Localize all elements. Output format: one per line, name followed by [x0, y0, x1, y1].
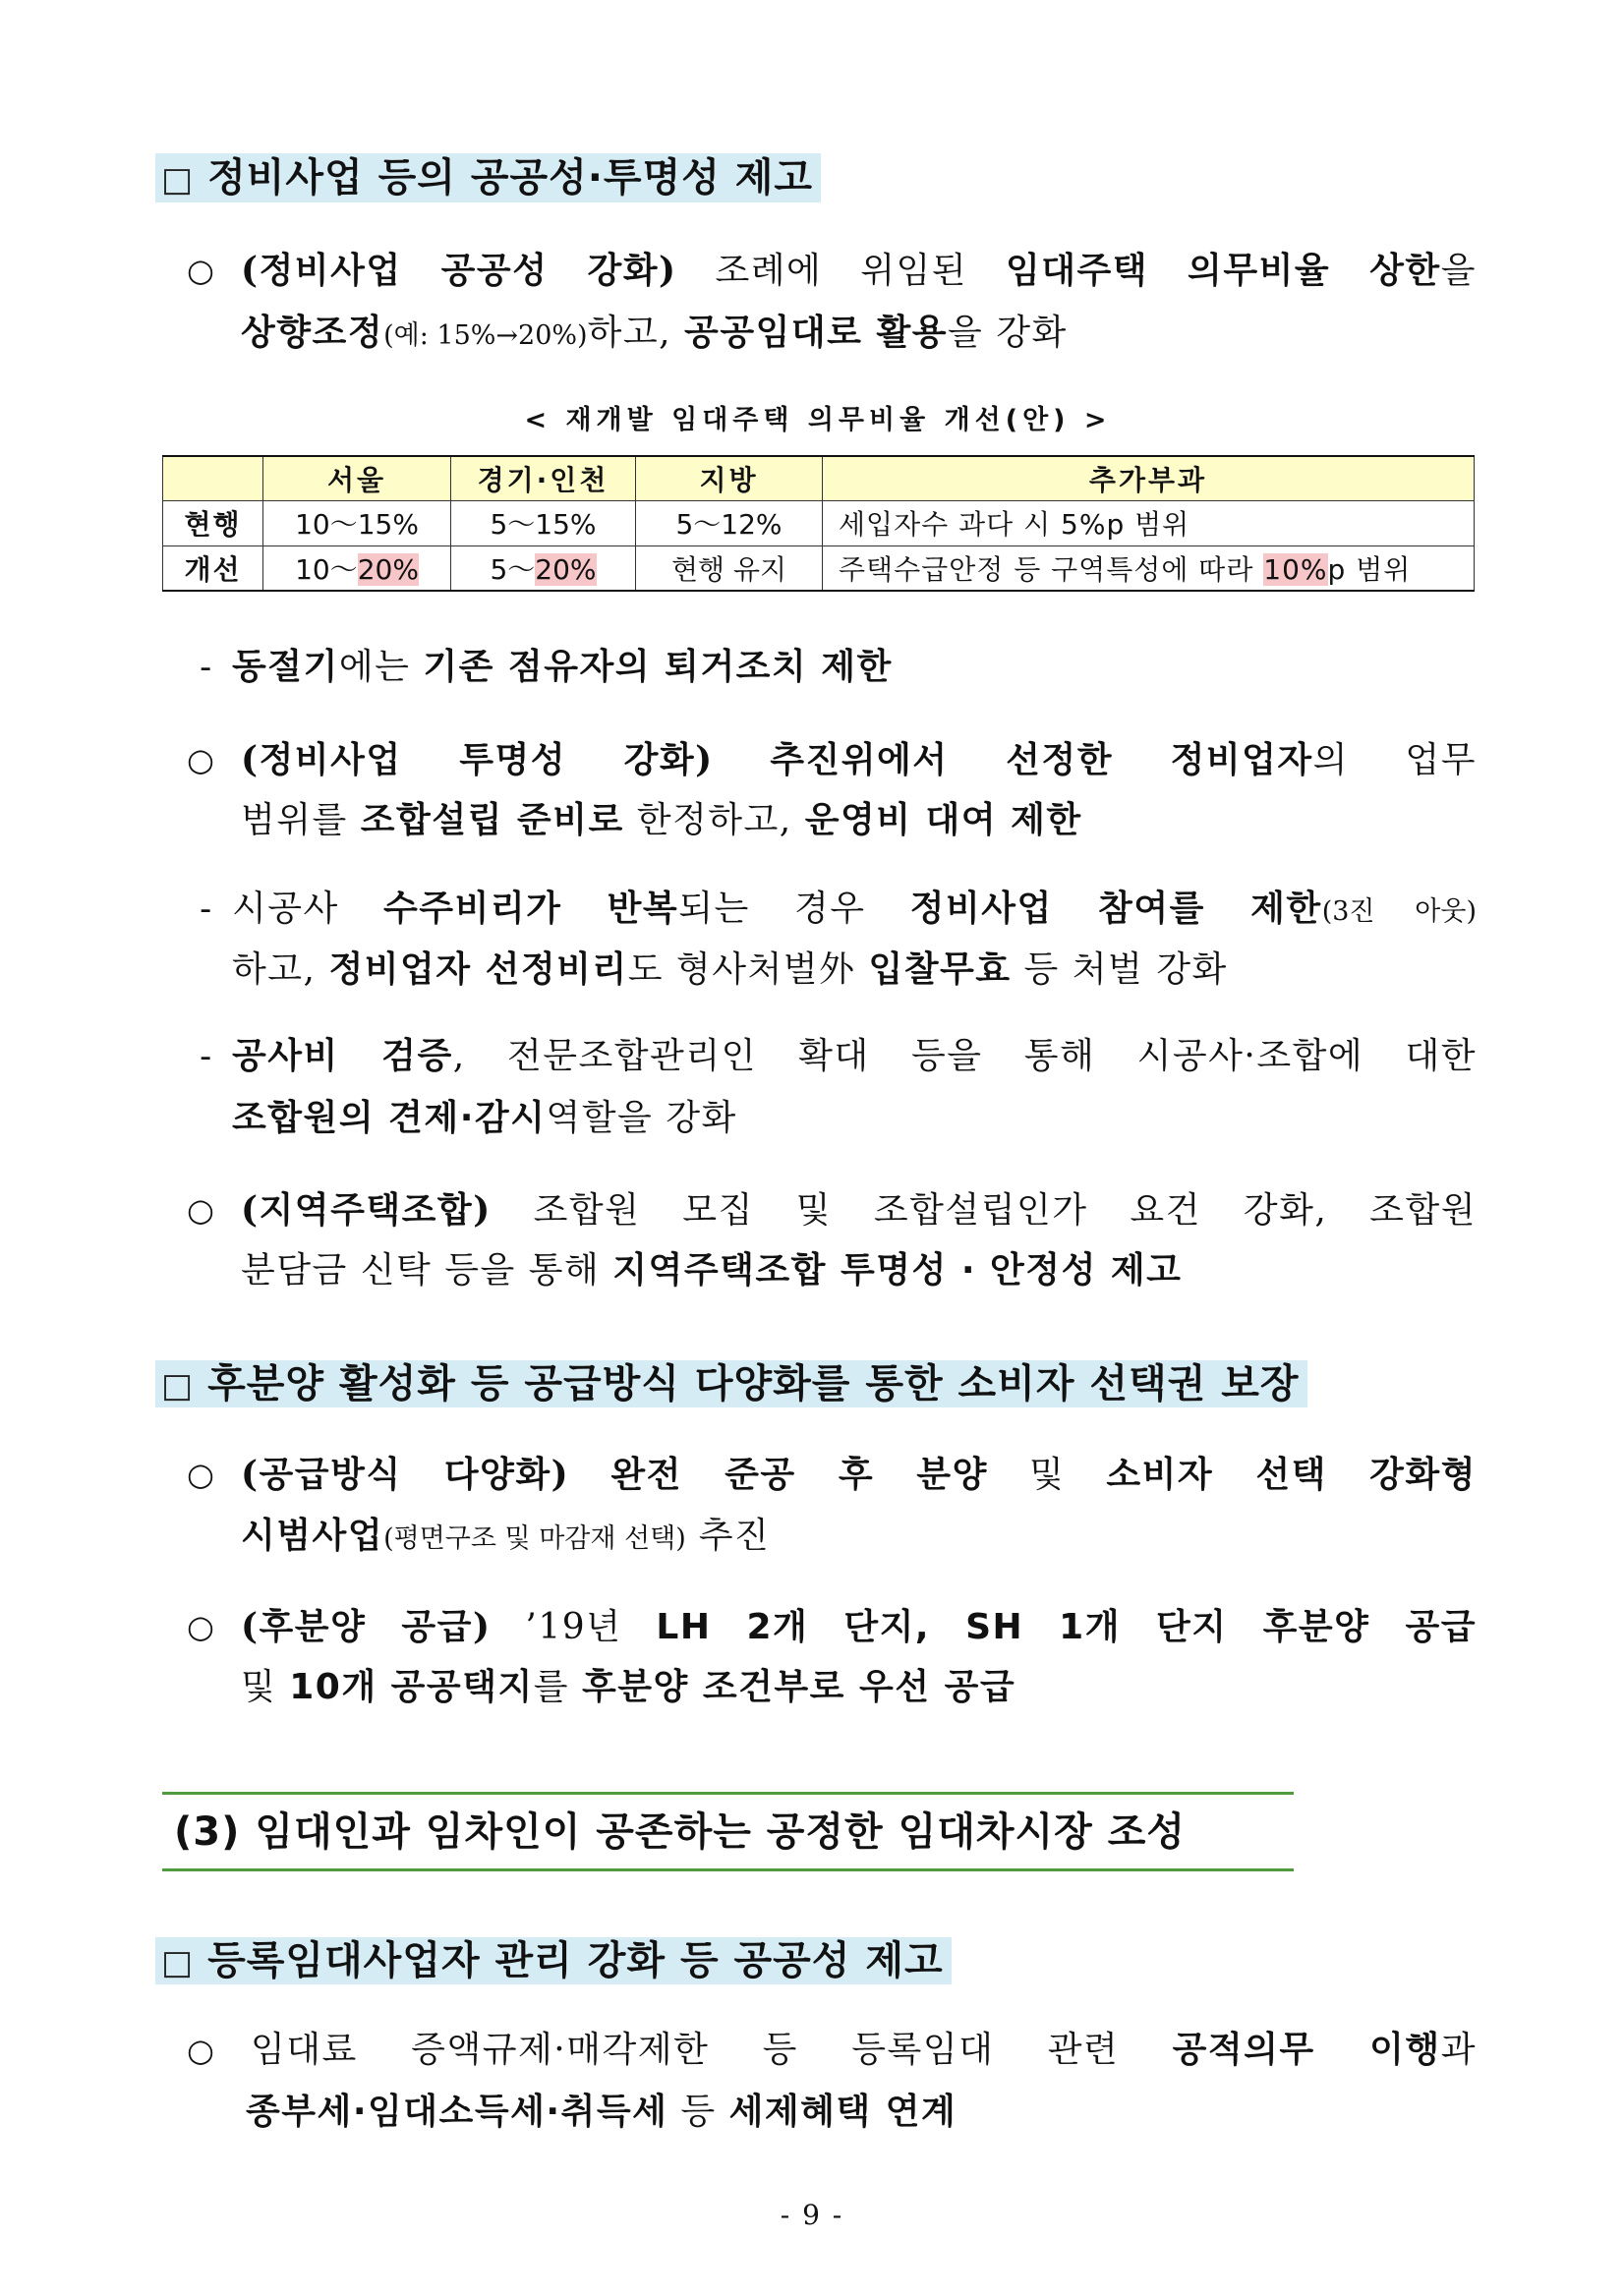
paragraph-line — [241, 1182, 1477, 1237]
dash-bullet-icon: - — [200, 1037, 212, 1076]
cell-text: p 범위 — [1327, 552, 1412, 586]
circle-bullet-icon: ○ — [187, 1456, 214, 1493]
paragraph-line — [241, 243, 1477, 298]
item-lead: (정비사업 투명성 강화) — [241, 739, 714, 780]
paragraph-line — [232, 882, 1477, 937]
text-segment: 범위를 — [241, 800, 361, 840]
emphasis-text: 종부세·임대소득세·취득세 — [246, 2092, 668, 2132]
table-row-improved — [163, 545, 1475, 591]
text-segment: 를 — [533, 1667, 582, 1707]
rental-ratio-table — [162, 455, 1475, 592]
parenthetical-note: (3진 아웃) — [1321, 896, 1477, 927]
emphasis-text: 세제혜택 연계 — [728, 2092, 957, 2132]
text-segment: 추진 — [685, 1516, 771, 1556]
emphasis-text: 공공임대로 활용 — [684, 313, 949, 353]
cell-text: 5～ — [490, 552, 536, 586]
page-number: - 9 - — [780, 2199, 844, 2231]
parenthetical-note: (평면구조 및 마감재 선택) — [383, 1523, 686, 1554]
circle-bullet-icon: ○ — [187, 2032, 214, 2069]
cell-local: 5～12% — [636, 500, 823, 545]
emphasis-text: 공사비 검증 — [232, 1036, 453, 1076]
section-heading-registered-landlords — [155, 1937, 952, 1984]
text-segment: 의 업무 — [1312, 740, 1477, 780]
paragraph-line — [241, 1243, 1477, 1298]
text-segment: 조례에 위임된 — [676, 251, 1006, 291]
table-caption: < 재개발 임대주택 의무비율 개선(안) > — [524, 405, 1112, 435]
cell-seoul — [263, 545, 451, 591]
paragraph-line — [241, 1660, 1477, 1715]
emphasis-text: 기존 점유자의 퇴거조치 제한 — [423, 647, 893, 687]
text-segment: 및 — [987, 1455, 1107, 1495]
paragraph-line — [241, 306, 1477, 361]
subsection-title: (3) 임대인과 임차인이 공존하는 공정한 임대차시장 조성 — [174, 1809, 1187, 1855]
header-cell-seoul: 서울 — [263, 456, 451, 500]
cell-extra — [823, 545, 1475, 591]
highlighted-value: 20% — [535, 552, 597, 586]
green-rule-top — [162, 1792, 1294, 1795]
emphasis-text: 동절기 — [232, 647, 339, 687]
highlighted-value: 10% — [1263, 552, 1328, 586]
cell-local: 현행 유지 — [636, 545, 823, 591]
cell-gyeonggi-incheon — [451, 545, 636, 591]
emphasis-text: 추진위에서 선정한 정비업자 — [770, 740, 1313, 780]
text-segment: 임대료 증액규제·매각제한 등 등록임대 관련 — [251, 2030, 1173, 2070]
text-segment: 등 처벌 강화 — [1011, 949, 1228, 990]
section-title: 후분양 활성화 등 공급방식 다양화를 통한 소비자 선택권 보장 — [207, 1361, 1300, 1406]
square-bullet-icon: □ — [161, 160, 195, 200]
paragraph-line — [241, 1599, 1477, 1654]
text-segment: 을 — [1440, 251, 1477, 291]
row-label: 현행 — [163, 500, 263, 545]
item-lead: (공급방식 다양화) — [241, 1454, 570, 1495]
emphasis-text: 임대주택 의무비율 상한 — [1005, 251, 1441, 291]
cell-seoul: 10～15% — [263, 500, 451, 545]
text-segment: 에는 — [338, 647, 424, 687]
emphasis-text: 10개 공공택지 — [289, 1667, 534, 1707]
emphasis-text: 정비사업 참여를 제한 — [909, 889, 1322, 929]
header-cell-extra: 추가부과 — [823, 456, 1475, 500]
emphasis-text: 공적의무 이행 — [1172, 2030, 1441, 2070]
text-segment: 시공사 — [232, 889, 384, 929]
table-row-current — [163, 500, 1475, 545]
cell-gyeonggi-incheon: 5～15% — [451, 500, 636, 545]
paragraph-line — [232, 1091, 1477, 1146]
section-title: 등록임대사업자 관리 강화 등 공공성 제고 — [207, 1938, 944, 1983]
text-segment: 한정하고, — [623, 800, 805, 840]
emphasis-text: 완전 준공 후 분양 — [610, 1455, 988, 1495]
emphasis-text: 시범사업 — [241, 1516, 384, 1556]
square-bullet-icon: □ — [161, 1366, 195, 1406]
text-segment — [714, 740, 771, 780]
item-lead: (후분양 공급) — [241, 1606, 492, 1647]
text-segment — [569, 1455, 610, 1495]
square-bullet-icon: □ — [161, 1943, 195, 1982]
paragraph-line — [251, 2023, 1477, 2078]
item-lead: (지역주택조합) — [241, 1189, 492, 1231]
text-segment: 등 — [667, 2092, 729, 2132]
paragraph-line — [241, 793, 1477, 848]
green-rule-bottom — [162, 1868, 1294, 1871]
cell-extra: 세입자수 과다 시 5%p 범위 — [823, 500, 1475, 545]
emphasis-text: 입찰무효 — [868, 949, 1012, 990]
text-segment: , 전문조합관리인 확대 등을 통해 시공사·조합에 대한 — [452, 1036, 1477, 1076]
header-cell-empty — [163, 456, 263, 500]
emphasis-text: 운영비 대여 제한 — [804, 800, 1082, 840]
text-segment: 을 강화 — [948, 313, 1068, 353]
table-header-row — [163, 456, 1475, 500]
text-segment: 역할을 강화 — [546, 1098, 737, 1138]
circle-bullet-icon: ○ — [187, 1191, 214, 1229]
parenthetical-note: (예: 15%→20%) — [383, 320, 588, 351]
emphasis-text: 소비자 선택 강화형 — [1106, 1455, 1477, 1495]
paragraph-line — [246, 2085, 1481, 2140]
paragraph-line — [232, 1029, 1477, 1084]
emphasis-text: 수주비리가 반복 — [383, 889, 679, 929]
section-heading-post-sale — [155, 1360, 1307, 1407]
emphasis-text: LH 2개 단지, SH 1개 단지 후분양 공급 — [656, 1607, 1477, 1647]
text-segment: 분담금 신탁 등을 통해 — [241, 1250, 613, 1291]
circle-bullet-icon: ○ — [187, 252, 214, 289]
text-segment: 과 — [1440, 2030, 1477, 2070]
circle-bullet-icon: ○ — [187, 741, 214, 778]
cell-text: 10～ — [295, 552, 358, 586]
paragraph-line — [232, 943, 1477, 998]
circle-bullet-icon: ○ — [187, 1608, 214, 1645]
section-title: 정비사업 등의 공공성·투명성 제고 — [207, 155, 814, 201]
dash-bullet-icon: - — [200, 890, 212, 929]
paragraph-line — [241, 1447, 1477, 1502]
text-segment: 하고, — [587, 313, 685, 353]
emphasis-text: 지역주택조합 투명성 · 안정성 제고 — [612, 1250, 1183, 1291]
header-cell-gyeonggi-incheon: 경기·인천 — [451, 456, 636, 500]
header-cell-local: 지방 — [636, 456, 823, 500]
paragraph-line — [232, 640, 1477, 695]
text-segment: 도 형사처벌外 — [627, 949, 869, 990]
highlighted-value: 20% — [357, 552, 419, 586]
row-label: 개선 — [163, 545, 263, 591]
paragraph-line — [241, 732, 1477, 787]
section-heading-public-transparency — [155, 153, 821, 202]
emphasis-text: 조합원의 견제·감시 — [232, 1098, 547, 1138]
item-lead: (정비사업 공공성 강화) — [241, 250, 677, 291]
text-segment: 하고, — [232, 949, 329, 990]
text-segment: 조합원 모집 및 조합설립인가 요건 강화, 조합원 — [491, 1190, 1477, 1231]
cell-text: 주택수급안정 등 구역특성에 따라 — [839, 552, 1264, 586]
emphasis-text: 조합설립 준비로 — [360, 800, 624, 840]
emphasis-text: 상향조정 — [241, 313, 384, 353]
dash-bullet-icon: - — [200, 648, 212, 687]
emphasis-text: 후분양 조건부로 우선 공급 — [581, 1667, 1016, 1707]
paragraph-line — [241, 1509, 1477, 1564]
text-segment: 되는 경우 — [678, 889, 910, 929]
text-segment: 및 — [241, 1667, 290, 1707]
emphasis-text: 정비업자 선정비리 — [328, 949, 628, 990]
text-segment: ’19년 — [491, 1607, 657, 1647]
